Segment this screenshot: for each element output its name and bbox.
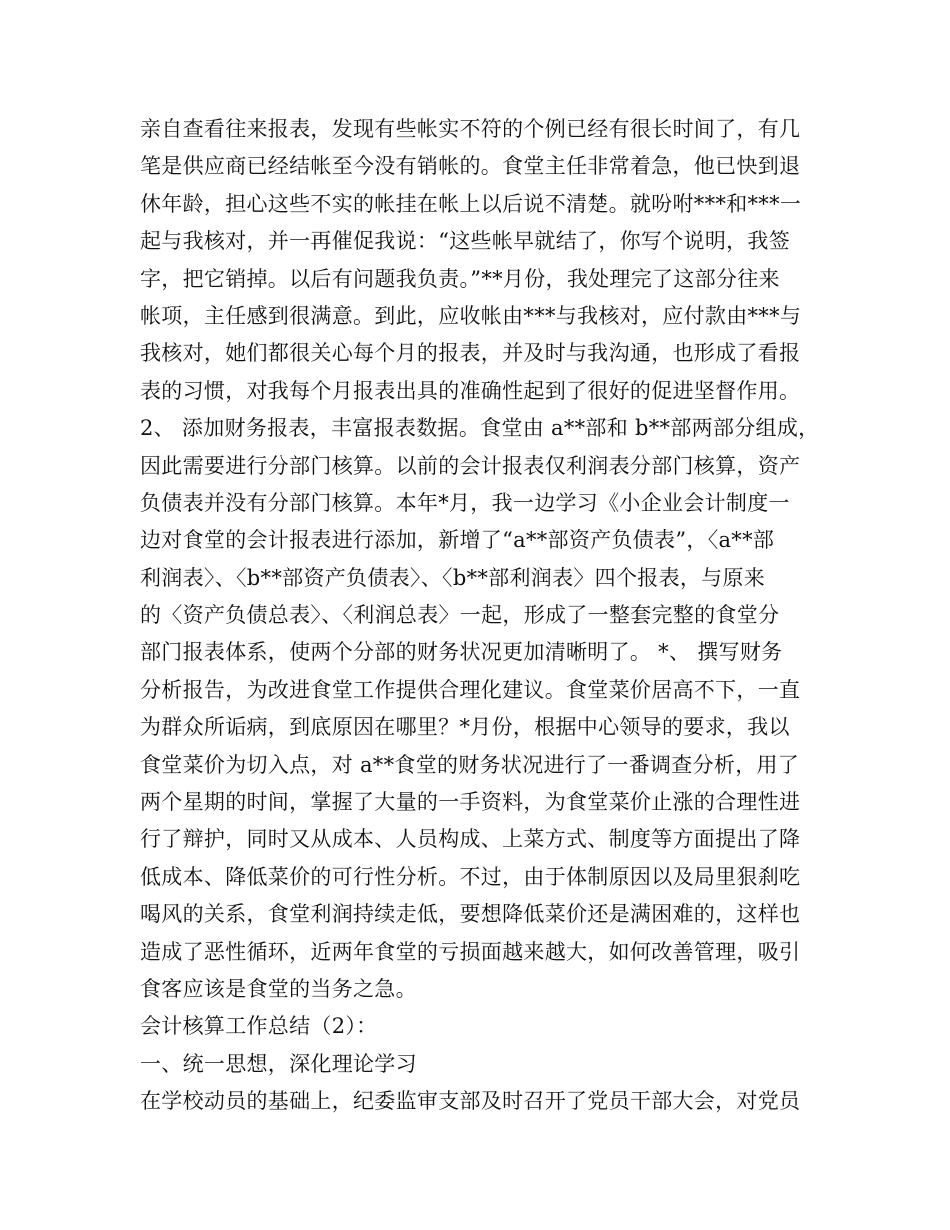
text-line: 部门报表体系，使两个分部的财务状况更加清晰明了。 *、 撰写财务 <box>140 640 783 665</box>
text-line: 食堂菜价为切入点，对 a**食堂的财务状况进行了一番调查分析，用了 <box>140 752 800 777</box>
text-line: 因此需要进行分部门核算。以前的会计报表仅利润表分部门核算，资产 <box>140 453 801 478</box>
text-line: 低成本、降低菜价的可行性分析。不过，由于体制原因以及局里狠刹吃 <box>140 864 801 889</box>
text-line: 边对食堂的会计报表进行添加，新增了“a**部资产负债表”，〈a**部 <box>140 528 775 553</box>
text-line: 造成了恶性循环，近两年食堂的亏损面越来越大，如何改善管理，吸引 <box>140 939 801 964</box>
text-line: 利润表〉、〈b**部资产负债表〉、〈b**部利润表〉四个报表，与原来 <box>140 565 766 590</box>
text-line: 在学校动员的基础上，纪委监审支部及时召开了党员干部大会，对党员 <box>140 1089 801 1114</box>
document-body <box>140 111 820 1121</box>
text-line: 为群众所诟病，到底原因在哪里？*月份，根据中心领导的要求，我以 <box>140 715 790 740</box>
text-line: 帐项，主任感到很满意。到此，应收帐由***与我核对，应付款由***与 <box>140 303 802 328</box>
text-line: 行了辩护，同时又从成本、人员构成、上菜方式、制度等方面提出了降 <box>140 827 801 852</box>
text-line: 食客应该是食堂的当务之急。 <box>140 976 417 1001</box>
text-line: 字，把它销掉。以后有问题我负责。”**月份，我处理完了这部分往来 <box>140 266 780 291</box>
text-line: 我核对，她们都很关心每个月的报表，并及时与我沟通，也形成了看报 <box>140 341 801 366</box>
section-heading: 会计核算工作总结（2）： <box>140 1014 378 1039</box>
text-line: 表的习惯，对我每个月报表出具的准确性起到了很好的促进坚督作用。 <box>140 378 801 403</box>
text-line: 2、 添加财务报表，丰富报表数据。食堂由 a**部和 b**部两部分组成， <box>140 416 820 441</box>
text-line: 的〈资产负债总表〉、〈利润总表〉一起，形成了一整套完整的食堂分 <box>140 603 780 628</box>
text-line: 分析报告，为改进食堂工作提供合理化建议。食堂菜价居高不下，一直 <box>140 677 801 702</box>
text-line: 亲自查看往来报表，发现有些帐实不符的个例已经有很长时间了，有几 <box>140 117 801 141</box>
text-line: 笔是供应商已经结帐至今没有销帐的。食堂主任非常着急，他已快到退 <box>140 154 801 179</box>
text-line: 休年龄，担心这些不实的帐挂在帐上以后说不清楚。就吩咐***和***一 <box>140 191 802 216</box>
subsection-heading: 一、统一思想，深化理论学习 <box>140 1051 417 1076</box>
text-line: 喝风的关系，食堂利润持续走低，要想降低菜价还是满困难的，这样也 <box>140 902 801 927</box>
text-line: 起与我核对，并一再催促我说：“这些帐早就结了，你写个说明，我签 <box>140 229 791 254</box>
text-line: 负债表并没有分部门核算。本年*月，我一边学习《小企业会计制度一 <box>140 490 790 515</box>
text-line: 两个星期的时间，掌握了大量的一手资料，为食堂菜价止涨的合理性进 <box>140 790 801 815</box>
